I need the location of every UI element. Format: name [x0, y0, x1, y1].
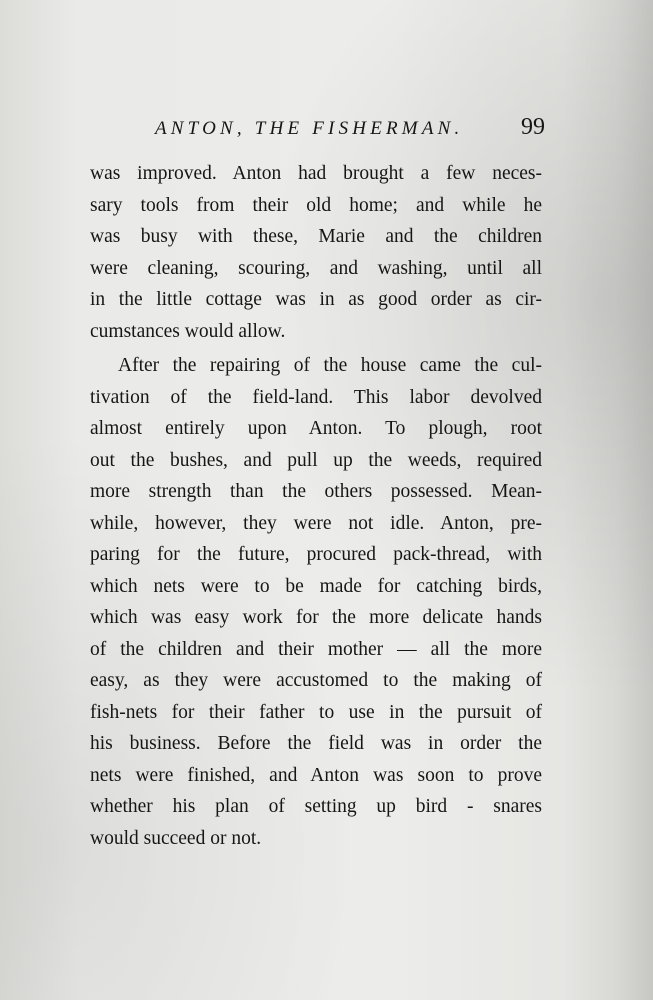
text-line: was busy with these, Marie and the children	[90, 226, 542, 247]
text-line: while, however, they were not idle. Anton, pre-	[90, 512, 542, 534]
text-line: which nets were to be made for catching birds,	[90, 575, 542, 597]
text-line: almost entirely upon Anton. To plough, root	[90, 418, 542, 439]
page-number: 99	[521, 114, 545, 140]
text-line: easy, as they were accustomed to the making of	[90, 670, 542, 691]
text-line: cumstances would allow.	[90, 320, 286, 342]
text-line: of the children and their mother — all the more	[90, 638, 542, 660]
text-line: were cleaning, scouring, and washing, until all	[90, 257, 542, 279]
text-line: paring for the future, procured pack-thread, with	[90, 544, 542, 565]
text-line: fish-nets for their father to use in the pursuit of	[90, 701, 542, 723]
text-line: tivation of the field-land. This labor devolved	[90, 386, 542, 408]
running-title: ANTON, THE FISHERMAN.	[155, 118, 464, 139]
running-head	[155, 114, 545, 144]
text-line: was improved. Anton had brought a few neces-	[90, 163, 542, 184]
text-line: sary tools from their old home; and while he	[90, 194, 542, 216]
paragraph-2	[90, 350, 542, 854]
text-line: After the repairing of the house came the cul-	[118, 355, 542, 376]
paragraph-1	[90, 158, 542, 347]
text-line: out the bushes, and pull up the weeds, required	[90, 449, 542, 471]
text-line: would succeed or not.	[90, 827, 262, 849]
body-text	[90, 158, 542, 854]
page-edge-shadow	[563, 0, 653, 1000]
text-line: in the little cottage was in as good order as cir-	[90, 289, 542, 310]
text-line: his business. Before the field was in order the	[90, 733, 542, 754]
text-line: which was easy work for the more delicate hands	[90, 607, 542, 628]
text-line: whether his plan of setting up bird - snares	[90, 796, 542, 817]
text-line: nets were finished, and Anton was soon to prove	[90, 764, 542, 786]
text-line: more strength than the others possessed. Mean-	[90, 481, 542, 502]
